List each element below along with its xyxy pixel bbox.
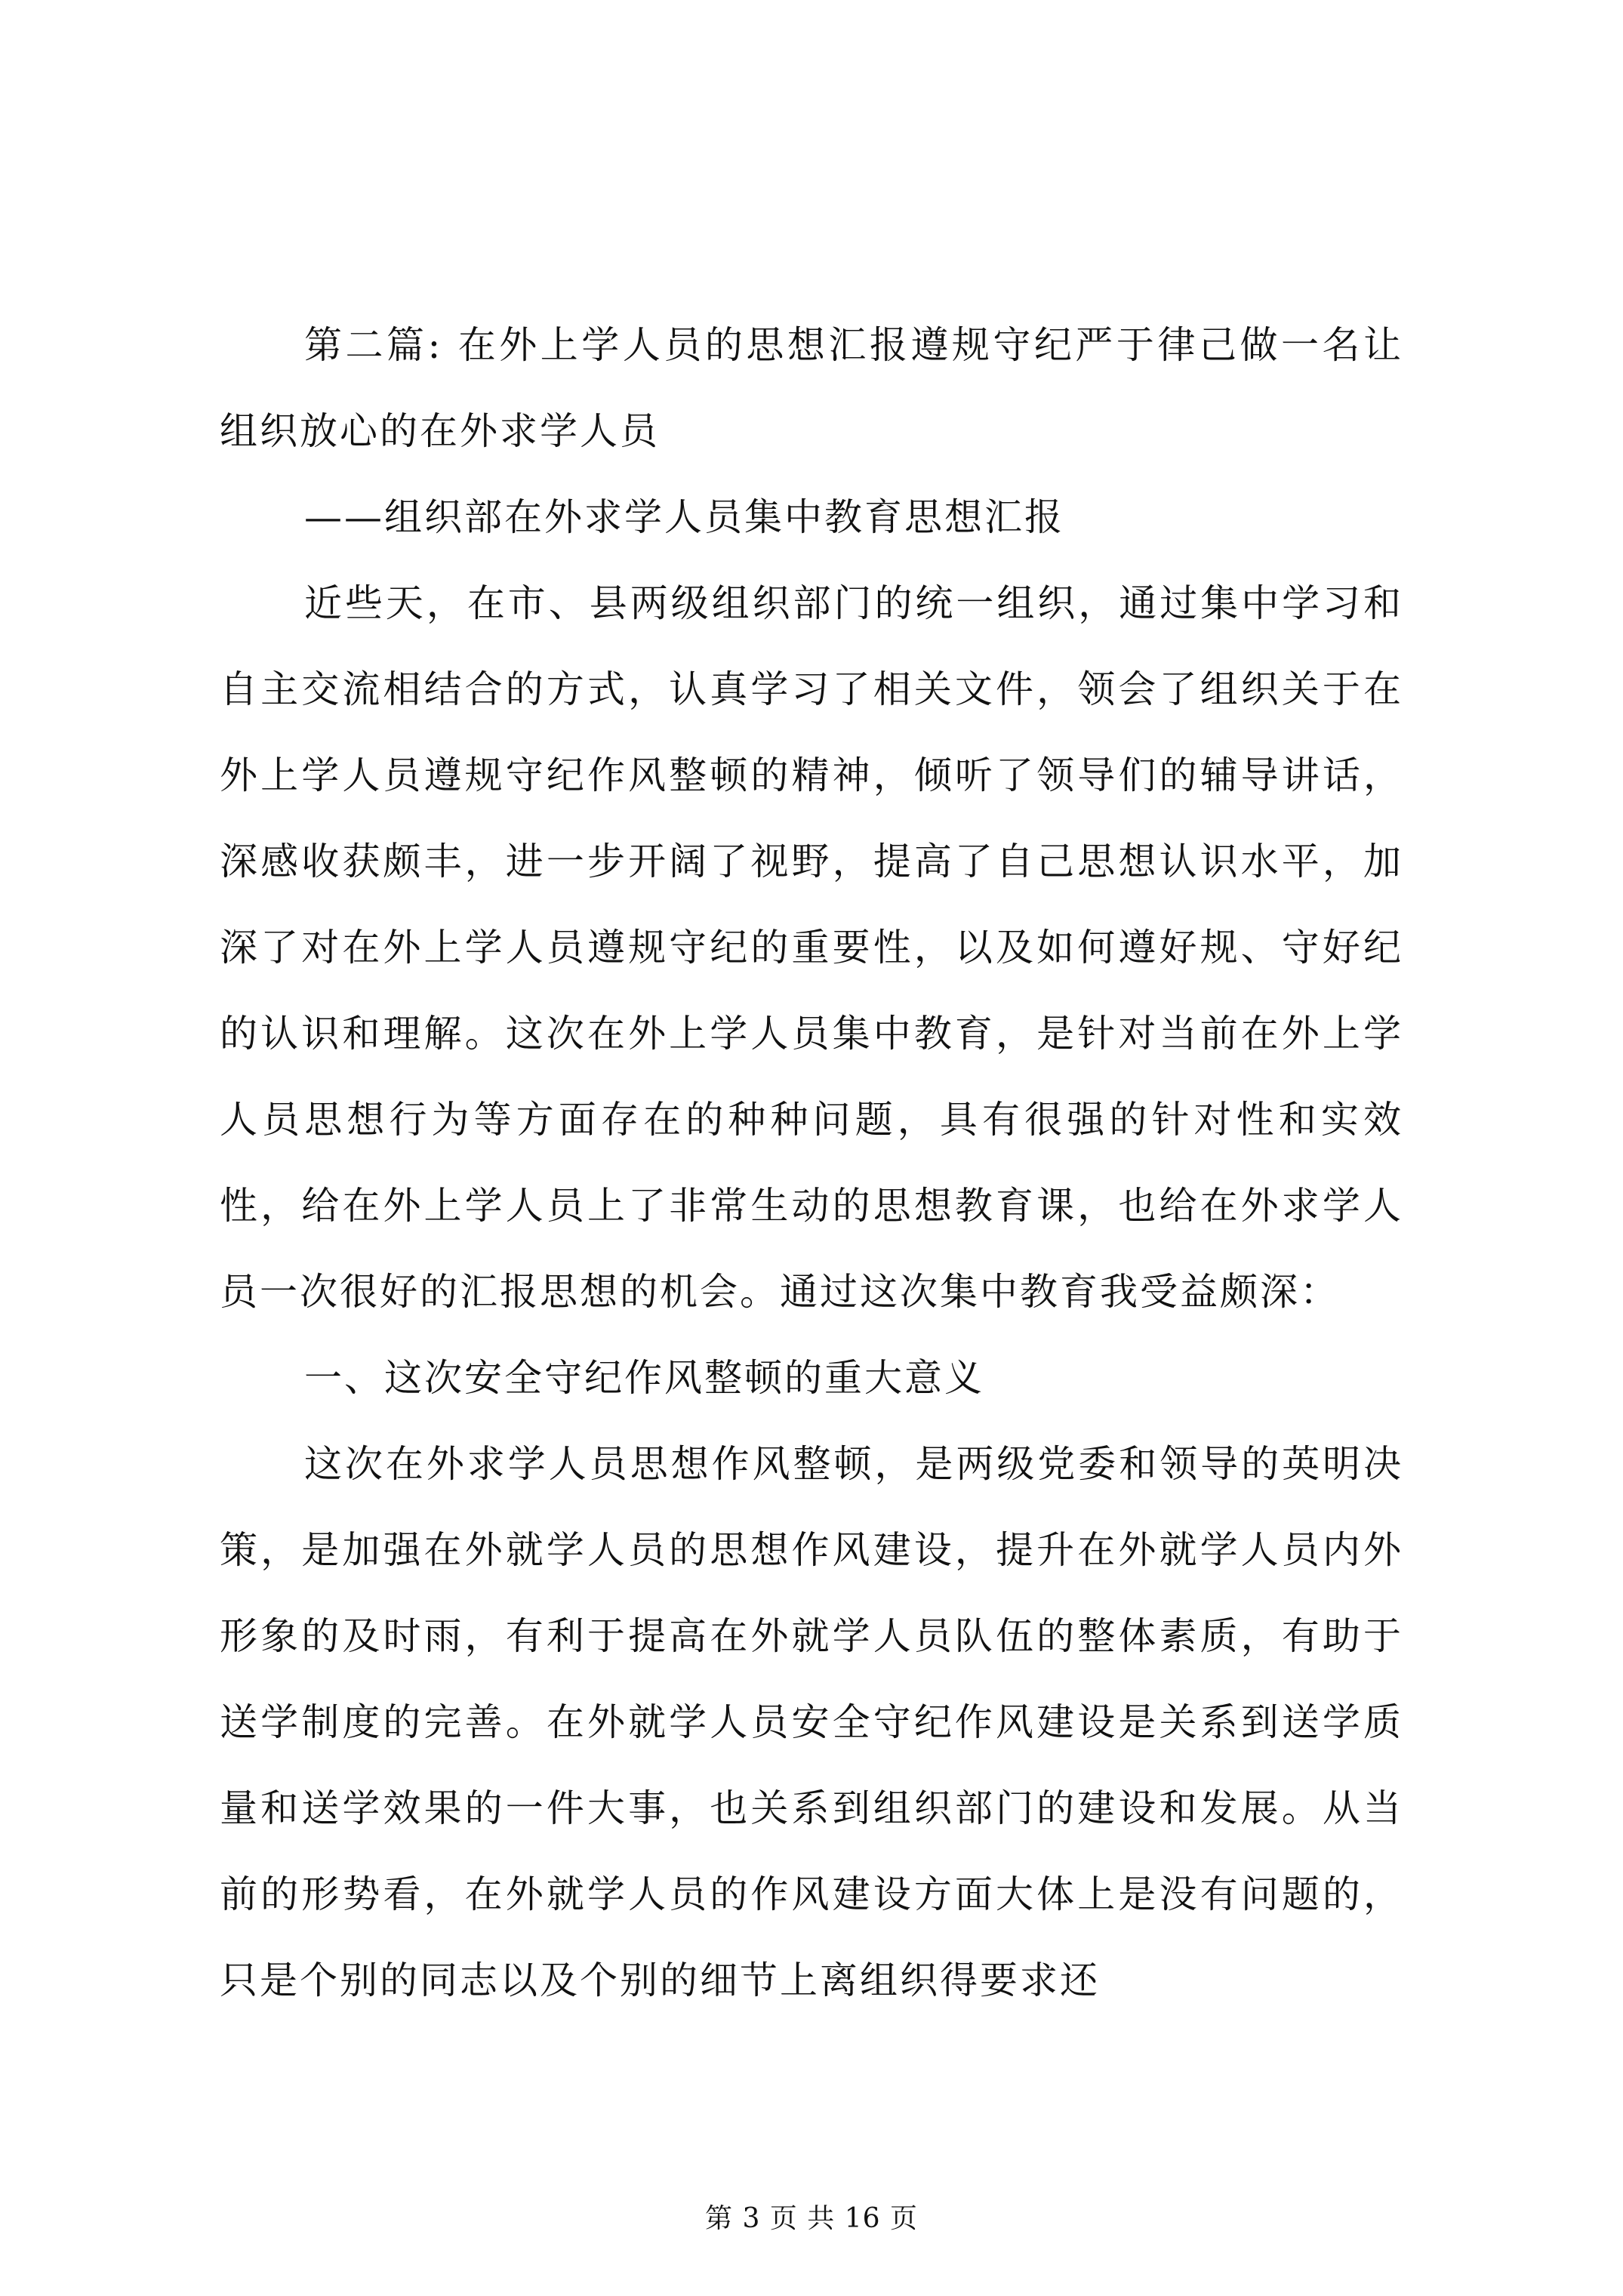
document-subtitle: ——组织部在外求学人员集中教育思想汇报 (304, 495, 1064, 539)
document-title: 第二篇: 在外上学人员的思想汇报遵规守纪严于律己做一名让组织放心的在外求学人员 (220, 323, 1403, 453)
document-body (220, 302, 1403, 2023)
body-paragraph: 近些天，在市、县两级组织部门的统一组织，通过集中学习和自主交流相结合的方式，认真学习了相关文件，领会了组织关于在外上学人员遵规守纪作风整顿的精神，倾听了领导们的辅导讲话，深感收获颇丰，进一步开阔了视野，提高了自己思想认识水平，加深了对在外上学人员遵规守纪的重要性，以及如何遵好规、守好纪的认识和理解。这次在外上学人员集中教育，是针对当前在外上学人员思想行为等方面存在的种种问题，具有很强的针对性和实效性，给在外上学人员上了非常生动的思想教育课，也给在外求学人员一次很好的汇报思想的机会。通过这次集中教育我受益颇深： (220, 581, 1403, 1314)
page-footer: 第 3 页 共 16 页 (705, 2203, 918, 2234)
body-paragraph: 这次在外求学人员思想作风整顿，是两级党委和领导的英明决策，是加强在外就学人员的思想作风建设，提升在外就学人员内外形象的及时雨，有利于提高在外就学人员队伍的整体素质，有助于送学制度的完善。在外就学人员安全守纪作风建设是关系到送学质量和送学效果的一件大事，也关系到组织部门的建设和发展。从当前的形势看，在外就学人员的作风建设方面大体上是没有问题的，只是个别的同志以及个别的细节上离组织得要求还 (220, 1442, 1403, 2002)
section-heading: 一、这次安全守纪作风整顿的重大意义 (304, 1356, 984, 1400)
